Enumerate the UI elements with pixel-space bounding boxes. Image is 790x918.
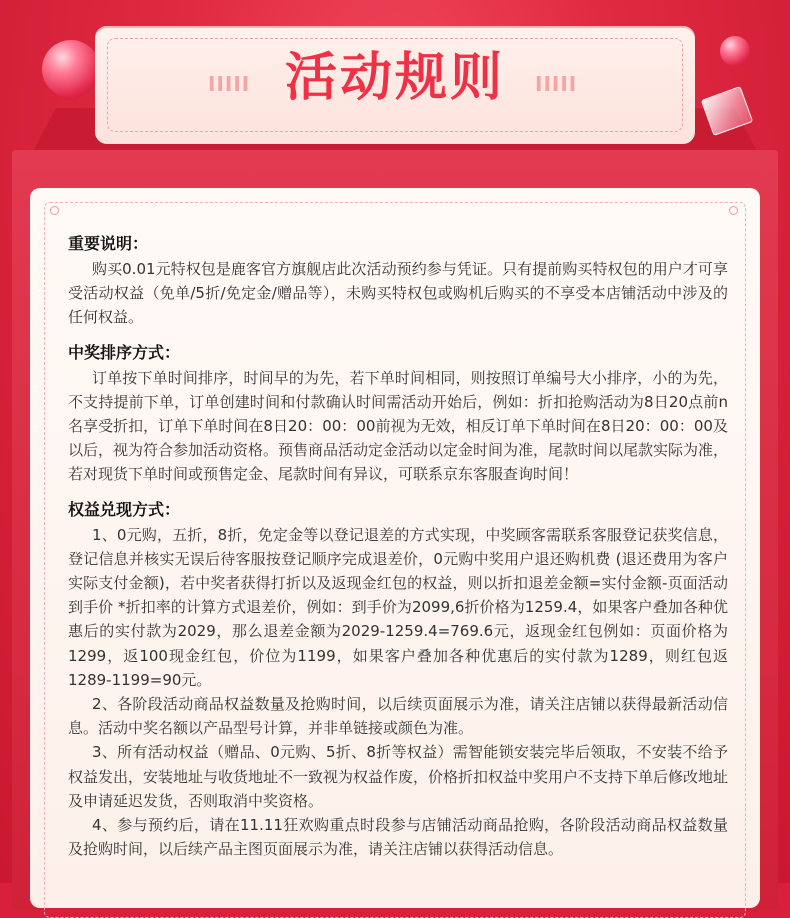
- title-stripes-right: IIIII: [535, 72, 578, 96]
- section-heading-ranking: 中奖排序方式：: [68, 342, 181, 362]
- rules-panel: [30, 188, 760, 908]
- important-paragraph: 购买0.01元特权包是鹿客官方旗舰店此次活动预约参与凭证。只有提前购买特权包的用户才可享受活动权益（免单/5折/免定金/赠品等），未购买特权包或购机后购买的不享受本店铺活动中涉及的任何权益。: [68, 260, 728, 327]
- ring-left-icon: [50, 206, 59, 215]
- redemption-paragraph-2: 2、各阶段活动商品权益数量及抢购时间，以后续页面展示为准，请关注店铺以获得最新活动信息。活动中奖名额以产品型号计算，并非单链接或颜色为准。: [68, 695, 728, 738]
- ranking-paragraph: 订单按下单时间排序，时间早的为先，若下单时间相同，则按照订单编号大小排序，小的为先，不支持提前下单，订单创建时间和付款确认时间需活动开始后，例如：折扣抢购活动为8日20点前n名享受折扣，订单下单时间在8日20：00：00前视为无效，相反订单下单时间在8日20：00：00及以后，视为符合参加活动资格。预售商品活动定金活动以定金时间为准，尾款时间以尾款实际为准，若对现货下单时间或预售定金、尾款时间有异议，可联系京东客服查询时间！: [68, 368, 729, 484]
- page-title: 活动规则: [284, 48, 505, 108]
- section-heading-redemption: 权益兑现方式：: [68, 499, 181, 519]
- rules-content: [68, 231, 728, 861]
- redemption-paragraph-4: 4、参与预约后，请在11.11狂欢购重点时段参与店铺活动商品抢购，各阶段活动商品权益数量及抢购时间，以后续产品主图页面展示为准，请关注店铺以获得活动信息。: [68, 816, 728, 859]
- title-stripes-left: IIIII: [208, 72, 251, 96]
- section-heading-important: 重要说明：: [68, 234, 149, 253]
- redemption-paragraph-1: 1、0元购，五折，8折，免定金等以登记退差的方式实现，中奖顾客需联系客服登记获奖信息，登记信息并核实无误后待客服按登记顺序完成退差价，0元购中奖用户退还购机费 (退还费用为客户实际支付金额)，若中奖者获得打折以及返现金红包的权益，则以折扣退差金额=实付金额-页面活动到手价 *折扣率的计算方式退差价，例如：到手价为2099,6折价格为1259.4，如果客户叠加各种优惠后的实付款为2029，那么退差金额为2029-1259.4=769.6元，返现金红包例如：页面价格为1299，返100现金红包，价位为1199，如果客户叠加各种优惠后的实付款为1289，则红包返1289-1199=90元。: [68, 525, 728, 689]
- ring-right-icon: [729, 206, 738, 215]
- redemption-paragraph-3: 3、所有活动权益（赠品、0元购、5折、8折等权益）需智能锁安装完毕后领取，不安装不给予权益发出，安装地址与收货地址不一致视为权益作废，价格折扣权益中奖用户不支持下单后修改地址及申请延迟发货，否则取消中奖资格。: [68, 743, 729, 810]
